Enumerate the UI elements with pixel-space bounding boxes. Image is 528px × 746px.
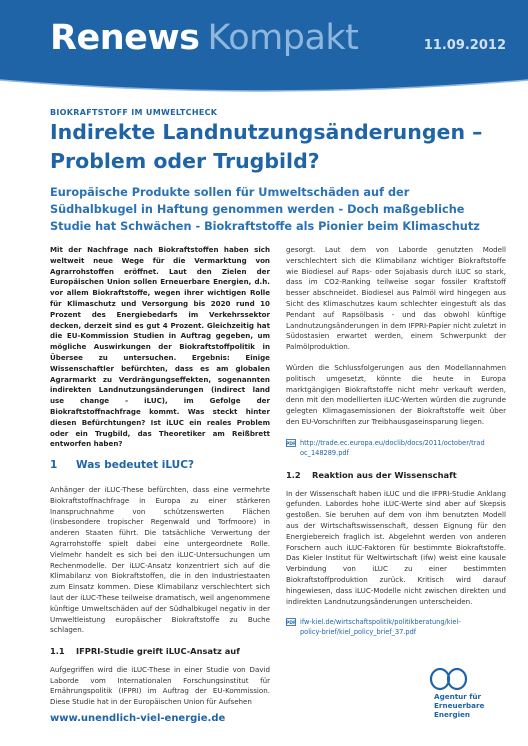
logo-line-3: Energien — [434, 710, 471, 719]
pdf-icon — [286, 439, 296, 447]
section-1-1-text: Aufgegriffen wird die iLUC-These in einer Studie von David Laborde vom Internationalen Forschungsinstitut für Ernährungspolitik (IFPRI) im Auftrag der EU-Kommission. Diese Studie hat in der Europäischen Union für Aufsehen — [50, 664, 270, 707]
article-subhead: Europäische Produkte sollen für Umweltschäden auf der Südhalbkugel in Haftung genommen werden - Doch maßgebliche Studie hat Schwächen - Biokraftstoffe als Pionier beim Klimaschutz — [50, 186, 480, 233]
article-headline: Indirekte Landnutzungsänderungen – Problem oder Trugbild? — [50, 120, 483, 173]
section-1-1-number: 1.1 — [50, 646, 65, 657]
brand-title — [50, 18, 358, 58]
brand-main: Renews — [50, 18, 200, 58]
pdf-icon — [286, 618, 296, 626]
section-1-2-number: 1.2 — [286, 469, 301, 480]
article-kicker: BIOKRAFTSTOFF IM UMWELTCHECK — [50, 108, 218, 117]
brand-sub: Kompakt — [207, 18, 359, 58]
svg-text:PDF: PDF — [286, 621, 296, 627]
header-curve — [0, 60, 528, 100]
section-1-text: Anhänger der iLUC-These befürchten, dass eine vermehrte Biokraftstoffnachfrage in Europa zu einer stärkeren Inanspruchnahme von schützenswerten Flächen (insbesondere tropischer Regenwald und Torfmoore) in anderen Staaten führt. Die tatsächliche Verwertung der Agrarrohstoffe spielt dabei eine untergeordnete Rolle. Vielmehr handelt es sich bei den iLUC-Untersuchungen um Rechenmodelle. Der iLUC-Ansatz konzentriert sich auf die Klimabilanz von Biokraftstoffen, die in den Industriestaaten zum Einsatz kommen. Diese Klimabilanz verschlechtert sich laut der iLUC-These teilweise dramatisch, weil angenommene künftige Umweltschäden auf der Südhalbkugel negativ in der Umweltleistung europäischer Biokraftstoffe zu Buche schlagen. — [50, 484, 270, 635]
issue-date: 11.09.2012 — [423, 38, 506, 53]
section-1-title: Was bedeutet iLUC? — [76, 459, 195, 472]
ifpri-link-line-2: oc_148289.pdf — [300, 448, 349, 457]
section-1-2-heading — [286, 470, 506, 481]
section-1-1-heading — [50, 646, 270, 657]
logo-line-2: Erneuerbare — [434, 701, 485, 710]
footer-url[interactable]: www.unendlich-viel-energie.de — [50, 713, 226, 724]
kiel-link[interactable] — [286, 617, 506, 637]
logo-line-1: Agentur für — [434, 692, 482, 701]
ifpri-link[interactable] — [286, 438, 506, 458]
section-1-1-title: IFPRI-Studie greift iLUC-Ansatz auf — [76, 646, 240, 657]
right-column — [286, 245, 506, 649]
kiel-link-line-2: policy-brief/kiel_policy_brief_37.pdf — [300, 628, 417, 637]
svg-text:PDF: PDF — [286, 441, 296, 447]
right-paragraph-2: Würden die Schlussfolgerungen aus den Modellannahmen politisch umgesetzt, könnte die heute in Europa marktgängigen Biokraftstoffe nicht mehr verkauft werden, denn mit den modellierten iLUC-Werten würden die zugrunde gelegten Klimagasemissionen der Biokraftstoffe weit über den EU-Vorschriften zur Treibhausgaseinsparung liegen. — [286, 362, 506, 426]
lead-paragraph: Mit der Nachfrage nach Biokraftstoffen haben sich weltweit neue Wege für die Vermarktung von Agrarrohstoffen eröffnet. Laut den Zielen der Europäischen Union sollen Erneuerbare Energien, d.h. vor allem Biokraftstoffe, wegen ihrer wichtigen Rolle für Klimaschutz und Versorgung bis 2020 rund 10 Prozent des Energiebedarfs im Verkehrssektor decken, derzeit sind es gut 4 Prozent. Gleichzeitig hat die EU-Kommission Studien in Auftrag gegeben, um mögliche Auswirkungen der Biokraftstoffpolitik in Übersee zu untersuchen. Ergebnis: Einige Wissenschaftler befürchten, dass es am globalen Agrarmarkt zu Verdrängungseffekten, sogenannten indirekten Landnutzungsänderungen (indirect land use change - iLUC), im Gefolge der Biokraftstoffnachfrage kommt. Was steckt hinter diesen Befürchtungen? Ist iLUC ein reales Problem oder ein Trugbild, das Theoretiker am Reißbrett entworfen haben? — [50, 245, 270, 449]
logo-text — [434, 692, 504, 719]
left-column — [50, 245, 270, 718]
right-paragraph-1: gesorgt. Laut dem von Laborde genutzten Modell verschlechtert sich die Klimabilanz wichtiger Biokraftstoffe wie Biodiesel auf Raps- oder Sojabasis durch iLUC so stark, dass im CO2-Ranking teilweise sogar fossiler Kraftstoff besser abschneidet. Biodiesel aus Palmöl wird hingegen aus Sicht des Klimaschutzes kaum schlechter eingestuft als das Pendant auf Rapsölbasis - und das obwohl künftige Landnutzungsänderungen in dem IFPRI-Papier nicht zuletzt in Südostasien erwartet werden, einem Schwerpunkt der Palmölproduktion. — [286, 245, 506, 352]
section-1-2-text: In der Wissenschaft haben iLUC und die IFPRI-Studie Anklang gefunden. Labordes hohe iLUC-Werte sind aber auf Skepsis gestoßen. Sie beruhen auf dem von ihm benutzten Modell aus der Wirtschaftswissenschaft, dessen Eignung für den Energiebereich fraglich ist. Abgelehnt werden von anderen Forschern auch iLUC-Faktoren für bestimmte Biokraftstoffe. Das Kieler Institut für Weltwirtschaft (ifw) weist eine kausale Verbindung von iLUC zu einer bestimmten Biokraftstoffproduktion zurück. Kritisch wird darauf hingewiesen, dass iLUC-Modelle nicht zwischen direkten und indirekten Landnutzungsänderungen unterscheiden. — [286, 488, 506, 606]
section-1-2-title: Reaktion aus der Wissenschaft — [312, 469, 457, 480]
section-1-heading — [50, 460, 270, 471]
section-1-number: 1 — [50, 459, 58, 472]
ifpri-link-line-1: http://trade.ec.europa.eu/doclib/docs/2011/october/trad — [300, 438, 485, 447]
kiel-link-line-1: ifw-kiel.de/wirtschaftspolitik/politikberatung/kiel- — [300, 618, 461, 627]
